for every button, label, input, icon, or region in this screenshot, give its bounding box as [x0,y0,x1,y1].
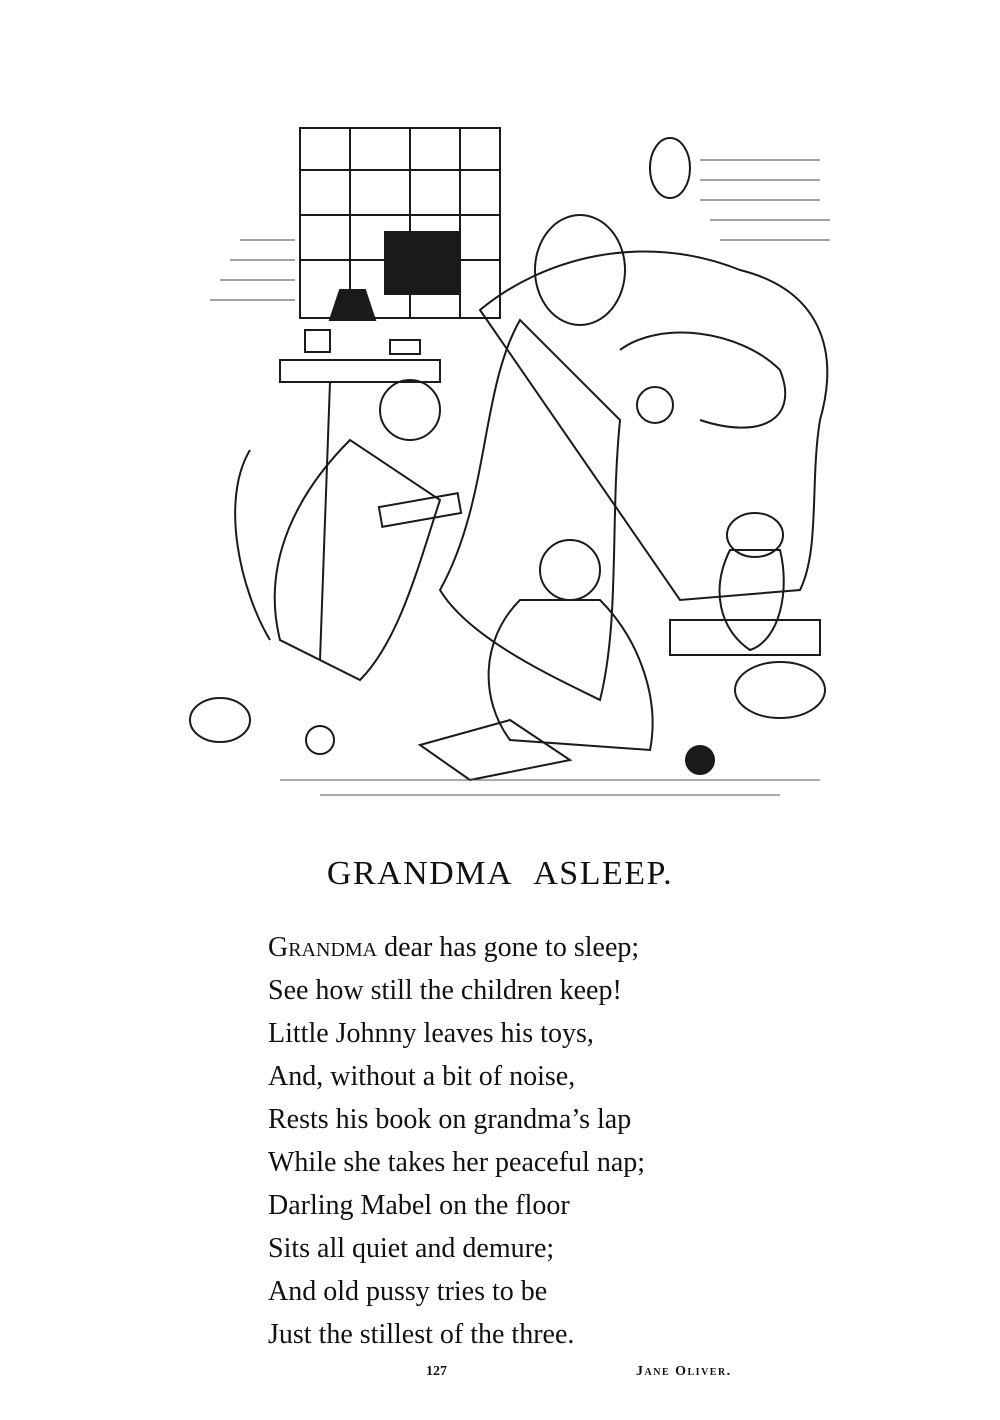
ball [686,746,714,774]
girl-body [489,600,653,750]
footstool [670,620,820,655]
engraving-illustration [180,120,840,810]
girl-head [540,540,600,600]
book-shape [379,493,461,527]
poem-line: Little Johnny leaves his toys, [268,1018,594,1049]
page-number: 127 [426,1364,447,1379]
poem-body [268,926,828,1356]
author-credit: Jane Oliver. [636,1364,732,1379]
poem-line: And old pussy tries to be [268,1276,548,1307]
toy-drum [190,698,250,742]
cup-shape [305,330,330,352]
toy-wheel [306,726,334,754]
boy-head [380,380,440,440]
poem-line: Just the stillest of the three. [268,1319,575,1350]
poem-line-1 [268,926,828,969]
armchair-shape [480,251,827,600]
teapot-shape [330,290,375,320]
poem-line: While she takes her peaceful nap; [268,1147,646,1178]
poem-line: And, without a bit of noise, [268,1061,576,1092]
poem-line: Rests his book on grandma’s lap [268,1104,632,1135]
poem-line: Darling Mabel on the floor [268,1190,570,1221]
cat-body [720,550,784,650]
page-footer [0,1364,1000,1388]
illustration-drawing [180,120,840,810]
basket [735,662,825,718]
boy-body [275,440,440,680]
poem-line: See how still the children keep! [268,975,622,1006]
paper-sheet [420,720,570,780]
poem-title: GRANDMA ASLEEP. [326,855,674,892]
cup-shape-2 [390,340,420,354]
first-line-rest: dear has gone to sleep; [377,932,640,963]
wall-portrait [650,138,690,198]
poem-line: Sits all quiet and demure; [268,1233,555,1264]
grandma-body [440,320,620,700]
first-word-small-caps: Grandma [268,932,378,963]
side-table [280,360,440,382]
